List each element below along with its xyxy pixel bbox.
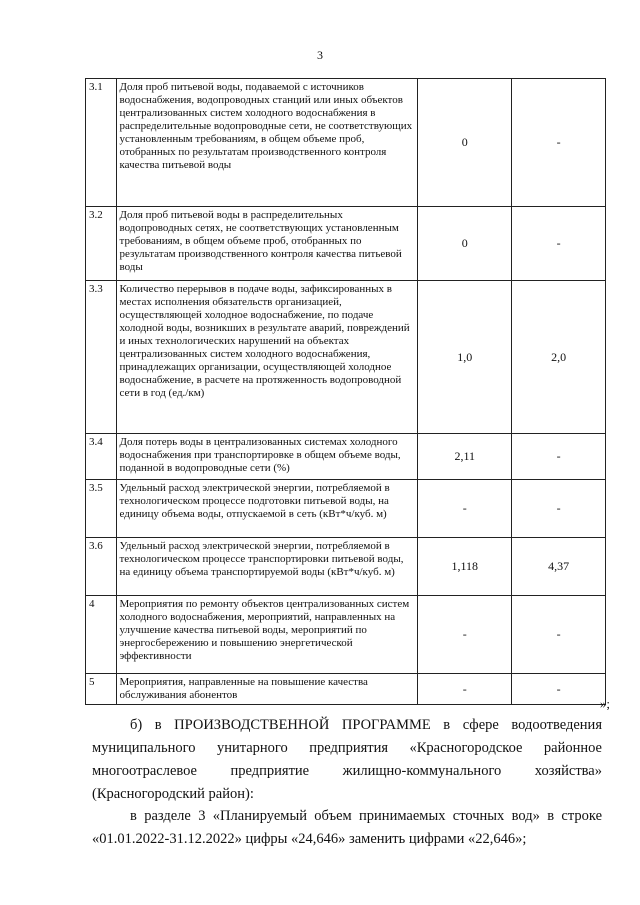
row-description: Мероприятия, направленные на повышение качества обслуживания абонентов <box>116 674 418 705</box>
indicators-table <box>85 78 606 705</box>
table-row <box>86 434 606 480</box>
table-row <box>86 674 606 705</box>
row-value-2: - <box>512 434 606 480</box>
row-value-2: - <box>512 480 606 538</box>
row-value-1: - <box>418 596 512 674</box>
table-row <box>86 79 606 207</box>
row-value-2: - <box>512 674 606 705</box>
table-row <box>86 281 606 434</box>
row-value-1: 2,11 <box>418 434 512 480</box>
table-row <box>86 596 606 674</box>
row-number: 5 <box>86 674 117 705</box>
row-value-1: - <box>418 674 512 705</box>
row-value-1: 1,0 <box>418 281 512 434</box>
row-description: Удельный расход электрической энергии, потребляемой в технологическом процессе подготовки питьевой воды, на единицу объема воды, отпускаемой в сеть (кВт*ч/куб. м) <box>116 480 418 538</box>
row-number: 3.5 <box>86 480 117 538</box>
page-number: 3 <box>317 48 323 62</box>
row-number: 3.2 <box>86 207 117 281</box>
row-value-2: - <box>512 596 606 674</box>
row-value-1: 0 <box>418 79 512 207</box>
row-number: 3.3 <box>86 281 117 434</box>
row-number: 3.4 <box>86 434 117 480</box>
row-number: 4 <box>86 596 117 674</box>
row-value-2: 2,0 <box>512 281 606 434</box>
table-row <box>86 207 606 281</box>
indicators-table-body <box>86 79 606 705</box>
row-number: 3.6 <box>86 538 117 596</box>
table-row <box>86 538 606 596</box>
row-value-2: - <box>512 207 606 281</box>
row-description: Удельный расход электрической энергии, потребляемой в технологическом процессе транспортировки питьевой воды, на единицу объема транспортируемой воды (кВт*ч/куб. м) <box>116 538 418 596</box>
row-number: 3.1 <box>86 79 117 207</box>
row-value-1: 0 <box>418 207 512 281</box>
row-value-2: 4,37 <box>512 538 606 596</box>
paragraph-b: б) в ПРОИЗВОДСТВЕННОЙ ПРОГРАММЕ в сфере водоотведения муниципального унитарного предприятия «Красногородское районное многоотраслевое предприятие жилищно-коммунального хозяйства» (Красногородский район): <box>92 717 602 802</box>
row-description: Количество перерывов в подаче воды, зафиксированных в местах исполнения обязательств организацией, осуществляющей холодное водоснабжение, по подаче холодной воды, возникших в результате аварий, повреждений и иных технологических нарушений на объектах централизованных систем холодного водоснабжения, принадлежащих организации, осуществляющей холодное водоснабжение, в расчете на протяженность водопроводной сети в год (ед./км) <box>116 281 418 434</box>
row-description: Доля потерь воды в централизованных системах холодного водоснабжения при транспортировке в общем объеме воды, поданной в водопроводные сети (%) <box>116 434 418 480</box>
table-row <box>86 480 606 538</box>
paragraph-section3: в разделе 3 «Планируемый объем принимаемых сточных вод» в строке «01.01.2022-31.12.2022» цифры «24,646» заменить цифрами «22,646»; <box>92 808 602 847</box>
row-description: Доля проб питьевой воды, подаваемой с источников водоснабжения, водопроводных станций или иных объектов централизованных систем холодного водоснабжения в распределительные водопроводные сети, не соответствующих установленным требованиям, в общем объеме проб, отобранных по результатам производственного контроля качества питьевой воды <box>116 79 418 207</box>
row-value-2: - <box>512 79 606 207</box>
closing-quote: »; <box>599 696 610 711</box>
row-value-1: 1,118 <box>418 538 512 596</box>
row-value-1: - <box>418 480 512 538</box>
row-description: Мероприятия по ремонту объектов централизованных систем холодного водоснабжения, мероприятий, направленных на улучшение качества питьевой воды, мероприятий по энергосбережению и повышению энергетической эффективности <box>116 596 418 674</box>
row-description: Доля проб питьевой воды в распределительных водопроводных сетях, не соответствующих установленным требованиям, в общем объеме проб, отобранных по результатам производственного контроля качества питьевой воды <box>116 207 418 281</box>
